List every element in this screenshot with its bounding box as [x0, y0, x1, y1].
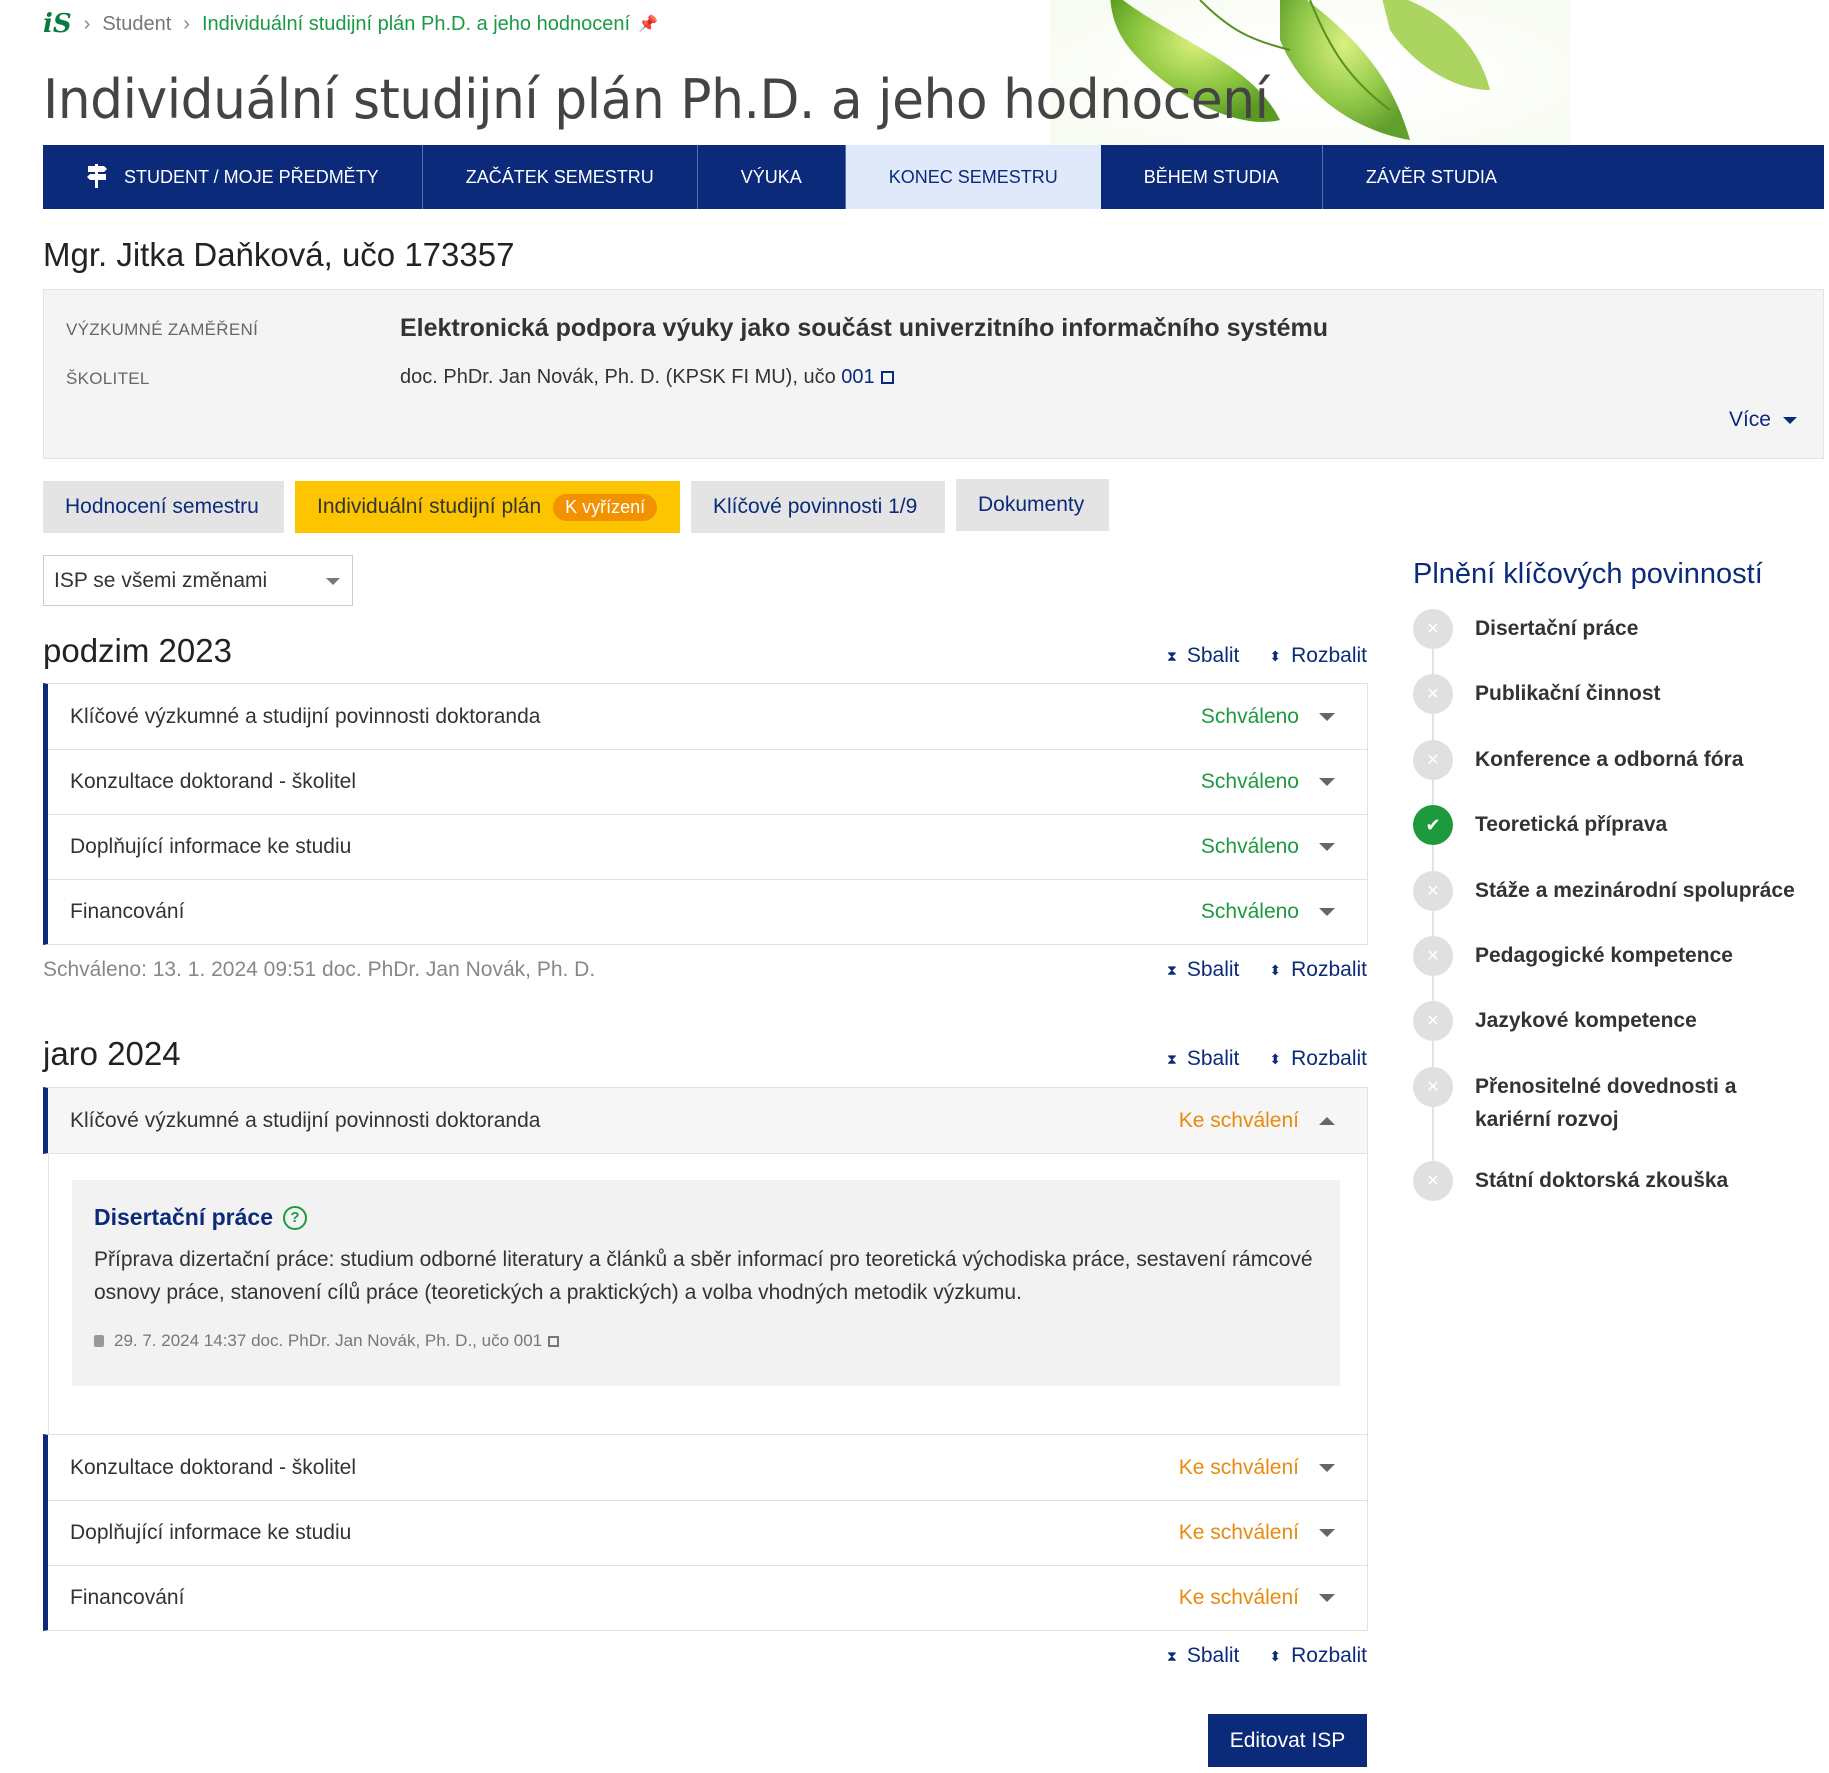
obligation-card [72, 1180, 1340, 1386]
expand-label: Rozbalit [1291, 644, 1367, 667]
section-tools [1167, 958, 1367, 982]
progress-label: Konference a odborná fóra [1475, 748, 1744, 771]
supervisor-name: doc. PhDr. Jan Novák, Ph. D. (KPSK FI MU), učo [400, 366, 836, 388]
row-label: Klíčové výzkumné a studijní povinnosti doktoranda [70, 704, 541, 728]
status-text: Schváleno [1200, 770, 1299, 793]
card-text: Příprava dizertační práce: studium odborné literatury a článků a sběr informací pro teoretická východiska práce, sestavení rámcové osnovy práce, stanovení cílů práce (teoretických a praktických) a volba vhodných metodik výzkumu. [94, 1248, 1313, 1304]
status-text: Schváleno [1200, 704, 1299, 728]
semester-title: podzim 2023 [43, 632, 232, 669]
collapse-icon: ⧗ [1167, 647, 1177, 664]
breadcrumb [43, 6, 658, 42]
caret-down-icon [1319, 908, 1335, 916]
isp-version-select[interactable] [43, 555, 353, 606]
signpost-icon [86, 162, 108, 193]
nav-zacatek-semestru[interactable]: ZAČÁTEK SEMESTRU [423, 145, 698, 209]
expand-label: Rozbalit [1291, 958, 1367, 981]
research-value: Elektronická podpora výuky jako součást univerzitního informačního systému [400, 314, 1329, 342]
status-text: Ke schválení [1178, 1108, 1299, 1132]
x-icon: ✕ [1413, 1161, 1453, 1201]
status-text: Schváleno [1200, 900, 1299, 923]
section-tools [1167, 1047, 1367, 1071]
caret-down-icon [326, 578, 340, 585]
x-icon: ✕ [1413, 740, 1453, 780]
accordion-jaro-2024 [43, 1434, 1368, 1631]
expand-icon: ⬍ [1269, 647, 1282, 664]
tab-hodnoceni-semestru[interactable]: Hodnocení semestru [43, 481, 284, 533]
progress-item [1413, 1001, 1805, 1041]
progress-item [1413, 936, 1805, 976]
progress-label: Publikační činnost [1475, 682, 1661, 705]
research-label: VÝZKUMNÉ ZAMĚŘENÍ [66, 320, 259, 339]
collapse-icon: ⧗ [1167, 1050, 1177, 1067]
x-icon: ✕ [1413, 1001, 1453, 1041]
accordion-jaro-2024-open [43, 1087, 1368, 1154]
nav-zaver-studia[interactable]: ZÁVĚR STUDIA [1365, 166, 1497, 187]
main-nav [43, 145, 1824, 209]
caret-down-icon [1319, 1464, 1335, 1472]
row-label: Doplňující informace ke studiu [70, 835, 352, 858]
progress-label: Pedagogické kompetence [1475, 944, 1733, 967]
row-label: Financování [70, 1586, 185, 1609]
accordion-podzim-2023 [43, 683, 1368, 945]
accordion-row[interactable] [48, 749, 1367, 814]
expand-button[interactable] [1269, 1047, 1367, 1071]
supervisor-uco-link[interactable]: 001 [841, 366, 875, 388]
x-icon: ✕ [1413, 1067, 1453, 1107]
is-logo[interactable]: iS [43, 9, 72, 39]
help-icon[interactable]: ? [283, 1206, 307, 1230]
nav-student-predmety[interactable] [43, 145, 423, 209]
nav-behem-studia[interactable]: BĚHEM STUDIA [1101, 145, 1323, 209]
status-text: Schváleno [1200, 835, 1299, 858]
x-icon: ✕ [1413, 936, 1453, 976]
progress-item [1413, 740, 1805, 780]
card-title-text: Disertační práce [94, 1204, 273, 1230]
expand-icon: ⬍ [1269, 961, 1282, 978]
collapse-label: Sbalit [1186, 958, 1240, 981]
progress-label: Disertační práce [1475, 617, 1639, 640]
status-text: Ke schválení [1178, 1521, 1299, 1544]
nav-label: STUDENT / MOJE PŘEDMĚTY [124, 166, 379, 187]
caret-down-icon [1319, 1594, 1335, 1602]
pin-icon[interactable]: 📌 [638, 16, 658, 33]
progress-title: Plnění klíčových povinností [1413, 558, 1763, 590]
chevron-right-icon: › [183, 12, 190, 35]
status-badge: K vyřízení [553, 494, 657, 521]
progress-item [1413, 805, 1805, 845]
semester-title: jaro 2024 [43, 1035, 181, 1072]
page-title: Individuální studijní plán Ph.D. a jeho hodnocení [43, 68, 1269, 131]
progress-item [1413, 871, 1805, 911]
row-label: Doplňující informace ke studiu [70, 1521, 352, 1544]
row-label: Klíčové výzkumné a studijní povinnosti doktoranda [70, 1108, 541, 1132]
card-meta-text: 29. 7. 2024 14:37 doc. PhDr. Jan Novák, Ph. D., učo 001 [114, 1331, 543, 1350]
check-icon: ✔ [1413, 805, 1453, 845]
card-meta [94, 1331, 1318, 1351]
expand-button[interactable] [1269, 1644, 1367, 1668]
student-info-box [43, 289, 1824, 459]
section-tools [1167, 1644, 1367, 1668]
lock-icon [94, 1335, 104, 1347]
caret-up-icon [1319, 1117, 1335, 1125]
more-label: Více [1728, 408, 1771, 431]
external-link-icon[interactable] [548, 1336, 559, 1347]
collapse-label: Sbalit [1186, 644, 1240, 667]
accordion-row[interactable] [48, 1435, 1367, 1500]
progress-label: Státní doktorská zkouška [1475, 1169, 1729, 1192]
status-text: Ke schválení [1178, 1586, 1299, 1609]
section-tools [1167, 644, 1367, 668]
collapse-icon: ⧗ [1167, 1647, 1177, 1664]
accordion-row[interactable] [48, 1565, 1367, 1630]
tab-dokumenty[interactable]: Dokumenty [956, 479, 1109, 531]
expand-label: Rozbalit [1291, 1644, 1367, 1667]
caret-down-icon [1783, 417, 1797, 424]
collapse-icon: ⧗ [1167, 961, 1177, 978]
expand-button[interactable] [1269, 958, 1367, 982]
card-title [94, 1204, 1318, 1231]
expand-button[interactable] [1269, 644, 1367, 668]
expand-label: Rozbalit [1291, 1047, 1367, 1070]
progress-item [1413, 609, 1805, 649]
row-label: Konzultace doktorand - školitel [70, 1455, 356, 1479]
student-name: Mgr. Jitka Daňková, učo 173357 [43, 236, 515, 273]
expand-icon: ⬍ [1269, 1647, 1282, 1664]
expand-icon: ⬍ [1269, 1050, 1282, 1067]
collapse-button[interactable] [1167, 1644, 1239, 1668]
x-icon: ✕ [1413, 674, 1453, 714]
supervisor-value [400, 366, 894, 389]
row-label: Financování [70, 900, 185, 923]
more-toggle[interactable] [1729, 408, 1797, 432]
accordion-body [48, 1154, 1368, 1435]
progress-item [1413, 674, 1805, 714]
collapse-label: Sbalit [1186, 1644, 1240, 1667]
accordion-row[interactable] [48, 879, 1367, 944]
caret-down-icon [1319, 1529, 1335, 1537]
accordion-row[interactable] [48, 1500, 1367, 1565]
supervisor-label: ŠKOLITEL [66, 369, 150, 388]
select-value: ISP se všemi změnami [54, 568, 268, 592]
breadcrumb-current[interactable]: Individuální studijní plán Ph.D. a jeho hodnocení [201, 12, 631, 35]
tab-label: Individuální studijní plán [317, 495, 542, 518]
caret-down-icon [1319, 778, 1335, 786]
chevron-right-icon: › [83, 12, 91, 35]
status-text: Ke schválení [1178, 1455, 1299, 1479]
collapse-label: Sbalit [1186, 1047, 1240, 1070]
approved-note: Schváleno: 13. 1. 2024 09:51 doc. PhDr. Jan Novák, Ph. D. [43, 958, 596, 981]
progress-item [1413, 1067, 1805, 1136]
collapse-button[interactable] [1167, 958, 1239, 982]
caret-down-icon [1319, 713, 1335, 721]
tab-klicove-povinnosti[interactable]: Klíčové povinnosti 1/9 [691, 481, 945, 533]
external-link-icon[interactable] [881, 371, 894, 384]
nav-konec-semestru[interactable]: KONEC SEMESTRU [846, 145, 1101, 209]
caret-down-icon [1319, 843, 1335, 851]
breadcrumb-student-link[interactable]: Student [102, 12, 172, 35]
tab-individualni-studijni-plan[interactable] [295, 481, 680, 533]
progress-label: Přenositelné dovednosti a kariérní rozvoj [1475, 1075, 1737, 1131]
progress-label: Teoretická příprava [1475, 813, 1668, 836]
accordion-row[interactable] [48, 684, 1367, 749]
progress-label: Jazykové kompetence [1475, 1009, 1697, 1032]
progress-item [1413, 1161, 1805, 1201]
collapse-button[interactable] [1167, 1047, 1239, 1071]
progress-label: Stáže a mezinárodní spolupráce [1475, 879, 1795, 902]
accordion-row[interactable] [48, 814, 1367, 879]
edit-isp-button[interactable]: Editovat ISP [1208, 1714, 1367, 1767]
x-icon: ✕ [1413, 609, 1453, 649]
x-icon: ✕ [1413, 871, 1453, 911]
nav-vyuka[interactable]: VÝUKA [698, 145, 846, 209]
accordion-row-open[interactable] [48, 1088, 1367, 1153]
row-label: Konzultace doktorand - školitel [70, 770, 356, 793]
collapse-button[interactable] [1167, 644, 1239, 668]
